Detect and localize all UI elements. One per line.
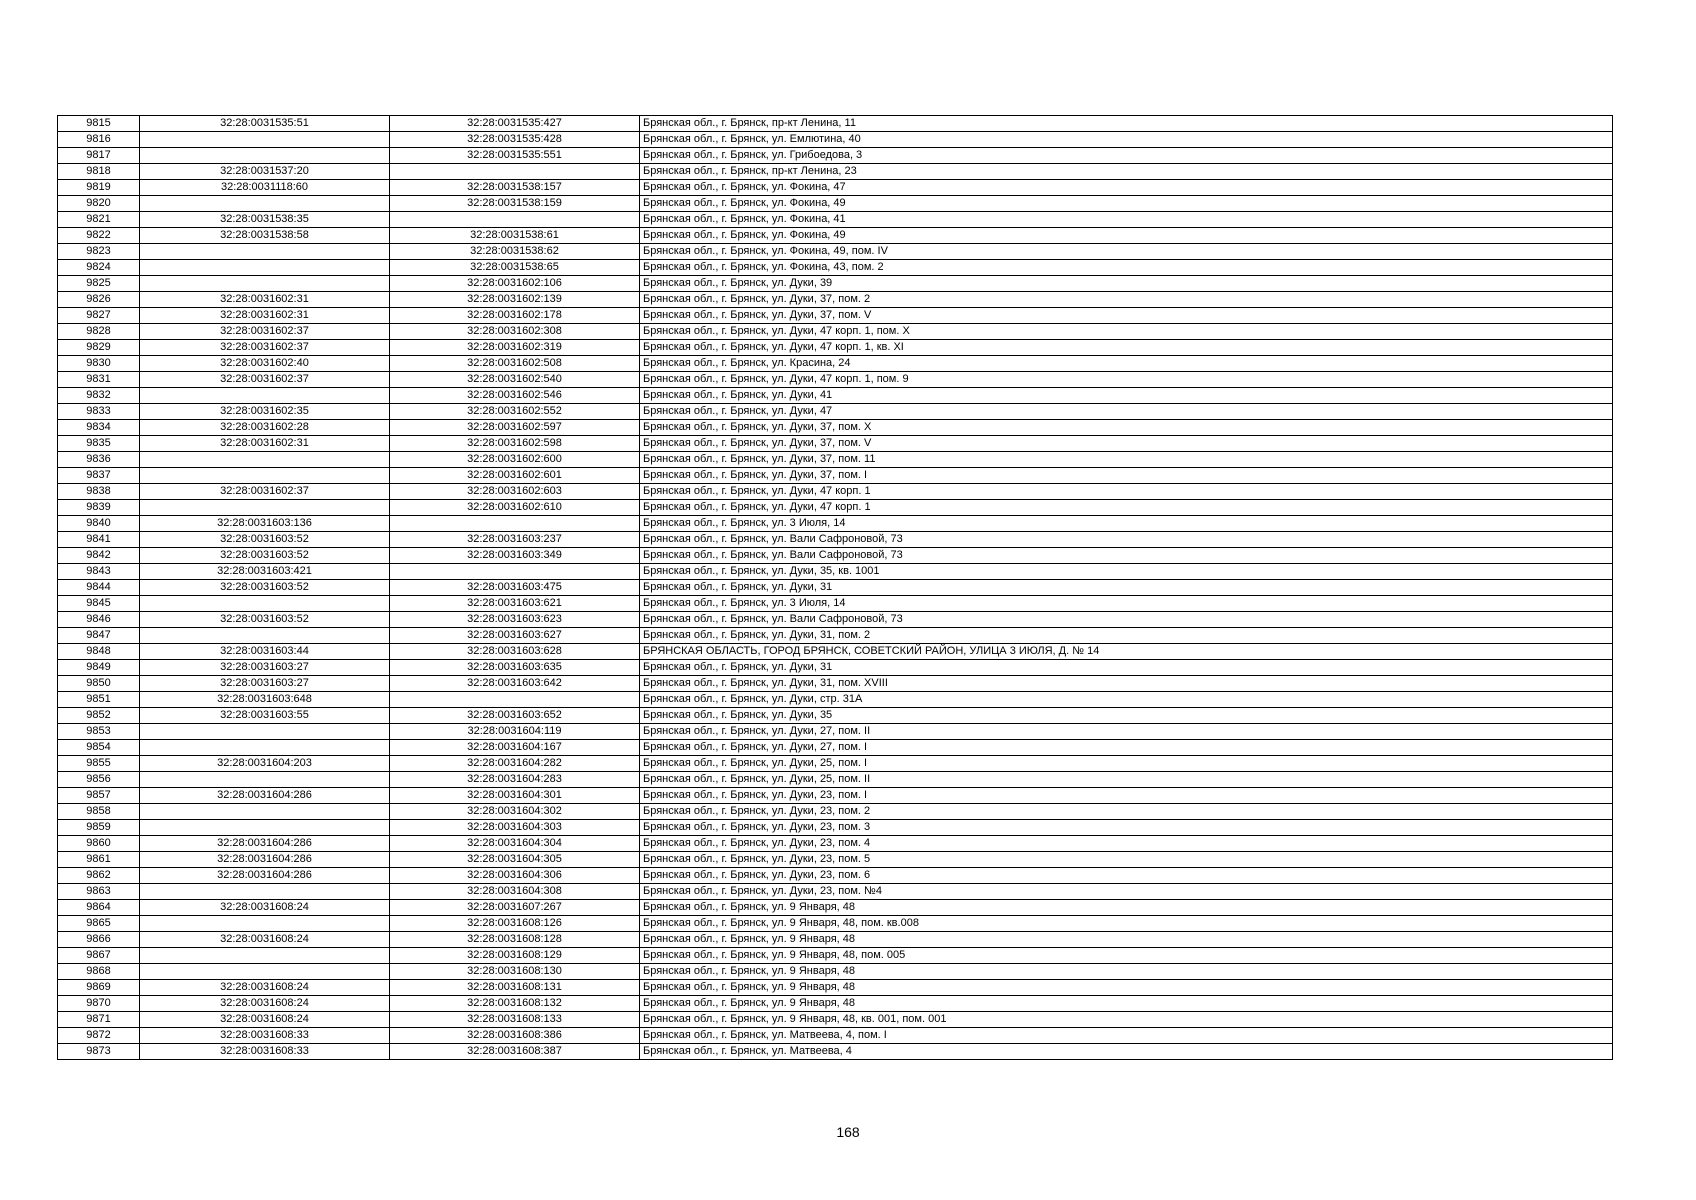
table-row [58, 628, 1613, 644]
parcel-number-cell: 32:28:0031603:52 [140, 548, 390, 564]
address-cell: Брянская обл., г. Брянск, ул. Матвеева, 4 [640, 1044, 1613, 1060]
table-row [58, 452, 1613, 468]
parcel-number-cell: 32:28:0031602:40 [140, 356, 390, 372]
object-number-cell: 32:28:0031602:106 [390, 276, 640, 292]
object-number-cell: 32:28:0031608:131 [390, 980, 640, 996]
table-row [58, 404, 1613, 420]
object-number-cell: 32:28:0031608:126 [390, 916, 640, 932]
address-cell: Брянская обл., г. Брянск, ул. Дуки, 47 корп. 1, кв. XI [640, 340, 1613, 356]
parcel-number-cell: 32:28:0031118:60 [140, 180, 390, 196]
row-number-cell: 9829 [58, 340, 140, 356]
address-cell: Брянская обл., г. Брянск, ул. Дуки, 23, пом. 6 [640, 868, 1613, 884]
table-row [58, 820, 1613, 836]
address-cell: Брянская обл., г. Брянск, ул. Дуки, 23, пом. I [640, 788, 1613, 804]
object-number-cell: 32:28:0031602:597 [390, 420, 640, 436]
address-cell: Брянская обл., г. Брянск, ул. Дуки, 47 корп. 1, пом. 9 [640, 372, 1613, 388]
parcel-number-cell: 32:28:0031603:52 [140, 532, 390, 548]
parcel-number-cell: 32:28:0031602:31 [140, 436, 390, 452]
address-cell: Брянская обл., г. Брянск, ул. Вали Сафроновой, 73 [640, 532, 1613, 548]
table-row [58, 548, 1613, 564]
table-row [58, 756, 1613, 772]
row-number-cell: 9827 [58, 308, 140, 324]
table-row [58, 228, 1613, 244]
parcel-number-cell: 32:28:0031538:58 [140, 228, 390, 244]
object-number-cell: 32:28:0031538:157 [390, 180, 640, 196]
registry-table [57, 115, 1613, 1060]
table-row [58, 180, 1613, 196]
object-number-cell: 32:28:0031603:627 [390, 628, 640, 644]
address-cell: Брянская обл., г. Брянск, ул. 9 Января, 48, пом. 005 [640, 948, 1613, 964]
row-number-cell: 9869 [58, 980, 140, 996]
row-number-cell: 9817 [58, 148, 140, 164]
row-number-cell: 9852 [58, 708, 140, 724]
address-cell: Брянская обл., г. Брянск, ул. Дуки, 23, пом. 2 [640, 804, 1613, 820]
table-row [58, 212, 1613, 228]
row-number-cell: 9857 [58, 788, 140, 804]
object-number-cell: 32:28:0031602:319 [390, 340, 640, 356]
table-row [58, 324, 1613, 340]
address-cell: Брянская обл., г. Брянск, ул. Фокина, 49, пом. IV [640, 244, 1613, 260]
object-number-cell: 32:28:0031602:508 [390, 356, 640, 372]
table-row [58, 436, 1613, 452]
parcel-number-cell: 32:28:0031603:648 [140, 692, 390, 708]
row-number-cell: 9819 [58, 180, 140, 196]
parcel-number-cell [140, 244, 390, 260]
table-row [58, 692, 1613, 708]
address-cell: Брянская обл., г. Брянск, ул. Фокина, 43, пом. 2 [640, 260, 1613, 276]
table-row [58, 980, 1613, 996]
row-number-cell: 9845 [58, 596, 140, 612]
address-cell: Брянская обл., г. Брянск, ул. Грибоедова, 3 [640, 148, 1613, 164]
parcel-number-cell: 32:28:0031608:33 [140, 1028, 390, 1044]
address-cell: Брянская обл., г. Брянск, ул. Дуки, 41 [640, 388, 1613, 404]
object-number-cell: 32:28:0031602:601 [390, 468, 640, 484]
row-number-cell: 9868 [58, 964, 140, 980]
object-number-cell: 32:28:0031608:129 [390, 948, 640, 964]
table-row [58, 932, 1613, 948]
parcel-number-cell: 32:28:0031608:24 [140, 900, 390, 916]
parcel-number-cell: 32:28:0031538:35 [140, 212, 390, 228]
row-number-cell: 9830 [58, 356, 140, 372]
address-cell: Брянская обл., г. Брянск, ул. 9 Января, 48 [640, 980, 1613, 996]
object-number-cell: 32:28:0031603:623 [390, 612, 640, 628]
parcel-number-cell: 32:28:0031608:24 [140, 932, 390, 948]
table-row [58, 292, 1613, 308]
table-row [58, 148, 1613, 164]
row-number-cell: 9816 [58, 132, 140, 148]
parcel-number-cell: 32:28:0031602:37 [140, 340, 390, 356]
address-cell: Брянская обл., г. Брянск, ул. Фокина, 47 [640, 180, 1613, 196]
object-number-cell: 32:28:0031538:61 [390, 228, 640, 244]
row-number-cell: 9849 [58, 660, 140, 676]
address-cell: Брянская обл., г. Брянск, ул. Красина, 24 [640, 356, 1613, 372]
address-cell: Брянская обл., г. Брянск, ул. Дуки, 27, пом. II [640, 724, 1613, 740]
row-number-cell: 9834 [58, 420, 140, 436]
row-number-cell: 9853 [58, 724, 140, 740]
row-number-cell: 9838 [58, 484, 140, 500]
object-number-cell: 32:28:0031602:308 [390, 324, 640, 340]
address-cell: Брянская обл., г. Брянск, ул. Фокина, 49 [640, 196, 1613, 212]
address-cell: Брянская обл., г. Брянск, ул. 3 Июля, 14 [640, 516, 1613, 532]
row-number-cell: 9870 [58, 996, 140, 1012]
row-number-cell: 9841 [58, 532, 140, 548]
address-cell: Брянская обл., г. Брянск, ул. Дуки, 23, пом. 4 [640, 836, 1613, 852]
parcel-number-cell: 32:28:0031537:20 [140, 164, 390, 180]
parcel-number-cell [140, 772, 390, 788]
address-cell: Брянская обл., г. Брянск, ул. Дуки, 23, пом. №4 [640, 884, 1613, 900]
row-number-cell: 9863 [58, 884, 140, 900]
address-cell: Брянская обл., г. Брянск, ул. Дуки, 37, пом. V [640, 308, 1613, 324]
parcel-number-cell: 32:28:0031604:286 [140, 836, 390, 852]
object-number-cell: 32:28:0031604:308 [390, 884, 640, 900]
row-number-cell: 9866 [58, 932, 140, 948]
object-number-cell: 32:28:0031604:119 [390, 724, 640, 740]
parcel-number-cell [140, 468, 390, 484]
parcel-number-cell: 32:28:0031602:31 [140, 308, 390, 324]
table-row [58, 308, 1613, 324]
table-row [58, 516, 1613, 532]
parcel-number-cell: 32:28:0031608:24 [140, 980, 390, 996]
address-cell: Брянская обл., г. Брянск, ул. Дуки, 47 корп. 1 [640, 484, 1613, 500]
table-row [58, 580, 1613, 596]
parcel-number-cell [140, 628, 390, 644]
object-number-cell: 32:28:0031602:178 [390, 308, 640, 324]
object-number-cell: 32:28:0031608:128 [390, 932, 640, 948]
address-cell: Брянская обл., г. Брянск, ул. 9 Января, 48 [640, 964, 1613, 980]
table-row [58, 804, 1613, 820]
row-number-cell: 9833 [58, 404, 140, 420]
address-cell: Брянская обл., г. Брянск, ул. Дуки, 31, пом. 2 [640, 628, 1613, 644]
object-number-cell: 32:28:0031603:642 [390, 676, 640, 692]
address-cell: Брянская обл., г. Брянск, ул. Вали Сафроновой, 73 [640, 612, 1613, 628]
object-number-cell: 32:28:0031602:610 [390, 500, 640, 516]
object-number-cell: 32:28:0031602:603 [390, 484, 640, 500]
row-number-cell: 9854 [58, 740, 140, 756]
object-number-cell: 32:28:0031535:428 [390, 132, 640, 148]
table-row [58, 948, 1613, 964]
object-number-cell: 32:28:0031535:427 [390, 116, 640, 132]
row-number-cell: 9871 [58, 1012, 140, 1028]
address-cell: БРЯНСКАЯ ОБЛАСТЬ, ГОРОД БРЯНСК, СОВЕТСКИЙ РАЙОН, УЛИЦА 3 ИЮЛЯ, Д. № 14 [640, 644, 1613, 660]
address-cell: Брянская обл., г. Брянск, ул. Матвеева, 4, пом. I [640, 1028, 1613, 1044]
address-cell: Брянская обл., г. Брянск, ул. Емлютина, 40 [640, 132, 1613, 148]
object-number-cell [390, 212, 640, 228]
parcel-number-cell [140, 964, 390, 980]
table-row [58, 372, 1613, 388]
parcel-number-cell: 32:28:0031535:51 [140, 116, 390, 132]
row-number-cell: 9821 [58, 212, 140, 228]
table-row [58, 484, 1613, 500]
row-number-cell: 9862 [58, 868, 140, 884]
parcel-number-cell [140, 276, 390, 292]
object-number-cell: 32:28:0031608:133 [390, 1012, 640, 1028]
object-number-cell: 32:28:0031608:387 [390, 1044, 640, 1060]
parcel-number-cell [140, 260, 390, 276]
row-number-cell: 9823 [58, 244, 140, 260]
parcel-number-cell: 32:28:0031603:27 [140, 676, 390, 692]
row-number-cell: 9859 [58, 820, 140, 836]
object-number-cell: 32:28:0031607:267 [390, 900, 640, 916]
address-cell: Брянская обл., г. Брянск, ул. Дуки, 35 [640, 708, 1613, 724]
object-number-cell: 32:28:0031538:65 [390, 260, 640, 276]
row-number-cell: 9850 [58, 676, 140, 692]
parcel-number-cell [140, 388, 390, 404]
row-number-cell: 9872 [58, 1028, 140, 1044]
object-number-cell: 32:28:0031603:628 [390, 644, 640, 660]
table-row [58, 564, 1613, 580]
row-number-cell: 9842 [58, 548, 140, 564]
address-cell: Брянская обл., г. Брянск, ул. 9 Января, 48 [640, 900, 1613, 916]
object-number-cell: 32:28:0031604:167 [390, 740, 640, 756]
row-number-cell: 9865 [58, 916, 140, 932]
row-number-cell: 9818 [58, 164, 140, 180]
address-cell: Брянская обл., г. Брянск, ул. Дуки, 37, пом. X [640, 420, 1613, 436]
object-number-cell: 32:28:0031538:159 [390, 196, 640, 212]
parcel-number-cell: 32:28:0031604:286 [140, 788, 390, 804]
table-row [58, 788, 1613, 804]
address-cell: Брянская обл., г. Брянск, ул. Дуки, 37, пом. I [640, 468, 1613, 484]
address-cell: Брянская обл., г. Брянск, ул. Дуки, 31, пом. XVIII [640, 676, 1613, 692]
object-number-cell: 32:28:0031602:598 [390, 436, 640, 452]
parcel-number-cell: 32:28:0031603:27 [140, 660, 390, 676]
table-row [58, 708, 1613, 724]
table-row [58, 500, 1613, 516]
row-number-cell: 9846 [58, 612, 140, 628]
parcel-number-cell [140, 724, 390, 740]
table-row [58, 116, 1613, 132]
object-number-cell [390, 516, 640, 532]
parcel-number-cell [140, 740, 390, 756]
address-cell: Брянская обл., г. Брянск, ул. Дуки, 31 [640, 580, 1613, 596]
object-number-cell: 32:28:0031604:303 [390, 820, 640, 836]
address-cell: Брянская обл., г. Брянск, ул. 9 Января, 48 [640, 996, 1613, 1012]
object-number-cell: 32:28:0031602:600 [390, 452, 640, 468]
table-row [58, 740, 1613, 756]
row-number-cell: 9860 [58, 836, 140, 852]
row-number-cell: 9856 [58, 772, 140, 788]
address-cell: Брянская обл., г. Брянск, ул. Дуки, 27, пом. I [640, 740, 1613, 756]
page-number: 168 [836, 1124, 860, 1140]
table-row [58, 1028, 1613, 1044]
address-cell: Брянская обл., г. Брянск, ул. Дуки, 37, пом. 2 [640, 292, 1613, 308]
parcel-number-cell [140, 196, 390, 212]
table-row [58, 724, 1613, 740]
parcel-number-cell: 32:28:0031603:421 [140, 564, 390, 580]
table-row [58, 644, 1613, 660]
row-number-cell: 9822 [58, 228, 140, 244]
object-number-cell: 32:28:0031604:283 [390, 772, 640, 788]
table-row [58, 612, 1613, 628]
table-row [58, 356, 1613, 372]
table-row [58, 676, 1613, 692]
object-number-cell: 32:28:0031535:551 [390, 148, 640, 164]
parcel-number-cell [140, 916, 390, 932]
address-cell: Брянская обл., г. Брянск, пр-кт Ленина, 23 [640, 164, 1613, 180]
table-row [58, 596, 1613, 612]
address-cell: Брянская обл., г. Брянск, ул. Дуки, 31 [640, 660, 1613, 676]
row-number-cell: 9815 [58, 116, 140, 132]
parcel-number-cell: 32:28:0031602:28 [140, 420, 390, 436]
row-number-cell: 9861 [58, 852, 140, 868]
row-number-cell: 9832 [58, 388, 140, 404]
object-number-cell: 32:28:0031604:302 [390, 804, 640, 820]
table-row [58, 532, 1613, 548]
address-cell: Брянская обл., г. Брянск, ул. Дуки, 25, пом. I [640, 756, 1613, 772]
table-row [58, 132, 1613, 148]
address-cell: Брянская обл., г. Брянск, ул. Дуки, стр. 31А [640, 692, 1613, 708]
address-cell: Брянская обл., г. Брянск, пр-кт Ленина, 11 [640, 116, 1613, 132]
parcel-number-cell: 32:28:0031603:52 [140, 612, 390, 628]
table-row [58, 340, 1613, 356]
registry-table-body [58, 116, 1613, 1060]
row-number-cell: 9864 [58, 900, 140, 916]
parcel-number-cell [140, 596, 390, 612]
row-number-cell: 9873 [58, 1044, 140, 1060]
parcel-number-cell: 32:28:0031603:136 [140, 516, 390, 532]
address-cell: Брянская обл., г. Брянск, ул. Дуки, 37, пом. 11 [640, 452, 1613, 468]
table-row [58, 196, 1613, 212]
object-number-cell: 32:28:0031603:475 [390, 580, 640, 596]
parcel-number-cell: 32:28:0031602:37 [140, 484, 390, 500]
table-row [58, 916, 1613, 932]
address-cell: Брянская обл., г. Брянск, ул. Дуки, 23, пом. 3 [640, 820, 1613, 836]
row-number-cell: 9828 [58, 324, 140, 340]
object-number-cell: 32:28:0031602:139 [390, 292, 640, 308]
table-row [58, 660, 1613, 676]
parcel-number-cell: 32:28:0031603:55 [140, 708, 390, 724]
row-number-cell: 9826 [58, 292, 140, 308]
object-number-cell [390, 564, 640, 580]
address-cell: Брянская обл., г. Брянск, ул. Фокина, 49 [640, 228, 1613, 244]
object-number-cell: 32:28:0031602:540 [390, 372, 640, 388]
row-number-cell: 9847 [58, 628, 140, 644]
parcel-number-cell [140, 148, 390, 164]
table-row [58, 996, 1613, 1012]
table-row [58, 964, 1613, 980]
row-number-cell: 9851 [58, 692, 140, 708]
parcel-number-cell: 32:28:0031604:203 [140, 756, 390, 772]
parcel-number-cell [140, 948, 390, 964]
object-number-cell: 32:28:0031602:552 [390, 404, 640, 420]
row-number-cell: 9837 [58, 468, 140, 484]
parcel-number-cell [140, 500, 390, 516]
object-number-cell: 32:28:0031538:62 [390, 244, 640, 260]
row-number-cell: 9824 [58, 260, 140, 276]
table-row [58, 836, 1613, 852]
address-cell: Брянская обл., г. Брянск, ул. 3 Июля, 14 [640, 596, 1613, 612]
row-number-cell: 9843 [58, 564, 140, 580]
object-number-cell: 32:28:0031603:349 [390, 548, 640, 564]
address-cell: Брянская обл., г. Брянск, ул. Дуки, 23, пом. 5 [640, 852, 1613, 868]
object-number-cell: 32:28:0031608:130 [390, 964, 640, 980]
table-row [58, 852, 1613, 868]
object-number-cell: 32:28:0031608:386 [390, 1028, 640, 1044]
object-number-cell: 32:28:0031603:635 [390, 660, 640, 676]
address-cell: Брянская обл., г. Брянск, ул. Дуки, 47 корп. 1 [640, 500, 1613, 516]
object-number-cell [390, 164, 640, 180]
parcel-number-cell: 32:28:0031602:35 [140, 404, 390, 420]
object-number-cell: 32:28:0031604:304 [390, 836, 640, 852]
table-row [58, 420, 1613, 436]
row-number-cell: 9844 [58, 580, 140, 596]
parcel-number-cell: 32:28:0031603:44 [140, 644, 390, 660]
parcel-number-cell [140, 452, 390, 468]
row-number-cell: 9839 [58, 500, 140, 516]
parcel-number-cell: 32:28:0031604:286 [140, 868, 390, 884]
address-cell: Брянская обл., г. Брянск, ул. 9 Января, 48, кв. 001, пом. 001 [640, 1012, 1613, 1028]
table-row [58, 772, 1613, 788]
parcel-number-cell: 32:28:0031608:33 [140, 1044, 390, 1060]
object-number-cell: 32:28:0031604:301 [390, 788, 640, 804]
object-number-cell: 32:28:0031604:282 [390, 756, 640, 772]
object-number-cell: 32:28:0031603:652 [390, 708, 640, 724]
parcel-number-cell: 32:28:0031608:24 [140, 1012, 390, 1028]
address-cell: Брянская обл., г. Брянск, ул. Дуки, 39 [640, 276, 1613, 292]
table-row [58, 276, 1613, 292]
row-number-cell: 9867 [58, 948, 140, 964]
table-row [58, 468, 1613, 484]
table-row [58, 1044, 1613, 1060]
object-number-cell: 32:28:0031602:546 [390, 388, 640, 404]
object-number-cell: 32:28:0031603:621 [390, 596, 640, 612]
address-cell: Брянская обл., г. Брянск, ул. 9 Января, 48 [640, 932, 1613, 948]
table-row [58, 900, 1613, 916]
row-number-cell: 9840 [58, 516, 140, 532]
row-number-cell: 9836 [58, 452, 140, 468]
object-number-cell: 32:28:0031603:237 [390, 532, 640, 548]
row-number-cell: 9831 [58, 372, 140, 388]
object-number-cell: 32:28:0031604:305 [390, 852, 640, 868]
table-row [58, 884, 1613, 900]
table-row [58, 244, 1613, 260]
parcel-number-cell [140, 132, 390, 148]
address-cell: Брянская обл., г. Брянск, ул. 9 Января, 48, пом. кв.008 [640, 916, 1613, 932]
object-number-cell [390, 692, 640, 708]
address-cell: Брянская обл., г. Брянск, ул. Дуки, 25, пом. II [640, 772, 1613, 788]
parcel-number-cell: 32:28:0031602:37 [140, 324, 390, 340]
table-row [58, 868, 1613, 884]
address-cell: Брянская обл., г. Брянск, ул. Дуки, 37, пом. V [640, 436, 1613, 452]
address-cell: Брянская обл., г. Брянск, ул. Дуки, 47 корп. 1, пом. X [640, 324, 1613, 340]
table-row [58, 1012, 1613, 1028]
parcel-number-cell [140, 884, 390, 900]
object-number-cell: 32:28:0031604:306 [390, 868, 640, 884]
table-row [58, 260, 1613, 276]
table-row [58, 164, 1613, 180]
row-number-cell: 9858 [58, 804, 140, 820]
address-cell: Брянская обл., г. Брянск, ул. Дуки, 47 [640, 404, 1613, 420]
object-number-cell: 32:28:0031608:132 [390, 996, 640, 1012]
row-number-cell: 9848 [58, 644, 140, 660]
parcel-number-cell [140, 820, 390, 836]
row-number-cell: 9820 [58, 196, 140, 212]
address-cell: Брянская обл., г. Брянск, ул. Вали Сафроновой, 73 [640, 548, 1613, 564]
parcel-number-cell [140, 804, 390, 820]
parcel-number-cell: 32:28:0031604:286 [140, 852, 390, 868]
address-cell: Брянская обл., г. Брянск, ул. Фокина, 41 [640, 212, 1613, 228]
row-number-cell: 9835 [58, 436, 140, 452]
table-row [58, 388, 1613, 404]
row-number-cell: 9825 [58, 276, 140, 292]
row-number-cell: 9855 [58, 756, 140, 772]
parcel-number-cell: 32:28:0031602:37 [140, 372, 390, 388]
parcel-number-cell: 32:28:0031608:24 [140, 996, 390, 1012]
parcel-number-cell: 32:28:0031602:31 [140, 292, 390, 308]
parcel-number-cell: 32:28:0031603:52 [140, 580, 390, 596]
address-cell: Брянская обл., г. Брянск, ул. Дуки, 35, кв. 1001 [640, 564, 1613, 580]
